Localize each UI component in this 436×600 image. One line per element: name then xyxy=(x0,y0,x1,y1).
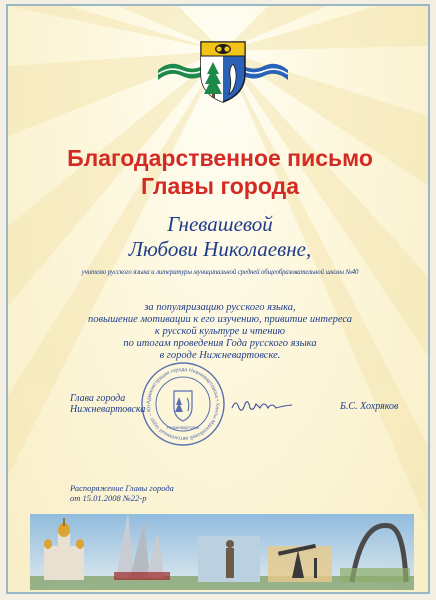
reason-line: в городе Нижневартовске. xyxy=(159,350,281,361)
certificate-title: Благодарственное письмо xyxy=(67,145,373,171)
signatory-title xyxy=(70,393,145,415)
order-reference xyxy=(70,483,174,503)
recipient-position: учителю русского языка и литературы муниципальной средней общеобразовательной школы №40 xyxy=(81,269,359,276)
official-seal-icon xyxy=(140,361,226,447)
handwritten-signature-icon xyxy=(230,396,294,414)
oil-pump-image xyxy=(268,544,332,582)
order-line: от 15.01.2008 №22-р xyxy=(70,493,147,503)
reason-line: по итогам проведения Года русского языка xyxy=(123,338,317,349)
signatory-name: Б.С. Хохряков xyxy=(340,401,399,412)
reason-line: к русской культуре и чтению xyxy=(154,326,286,337)
city-photo-collage xyxy=(30,506,414,590)
signatory-title-line: Глава города xyxy=(70,393,126,404)
award-reason xyxy=(8,302,430,362)
recipient-surname: Гневашевой xyxy=(167,212,273,236)
reason-line: за популяризацию русского языка, xyxy=(144,302,296,313)
seal-ring-text: Администрация города Нижневартовска • Ханты-Мансийский автономный округ – Юг xyxy=(145,366,221,442)
signatory-title-line: Нижневартовска xyxy=(70,404,146,415)
seal-center-text: Нижневартовск xyxy=(166,425,200,430)
city-coat-of-arms-icon xyxy=(195,34,251,106)
certificate-subtitle: Главы города xyxy=(141,173,299,199)
order-line: Распоряжение Главы города xyxy=(70,483,174,493)
certificate-sheet xyxy=(6,4,430,594)
statue-image xyxy=(198,536,260,582)
reason-line: повышение мотивации к его изучению, привитие интереса xyxy=(87,314,353,325)
recipient-given-names: Любови Николаевне, xyxy=(128,237,312,261)
